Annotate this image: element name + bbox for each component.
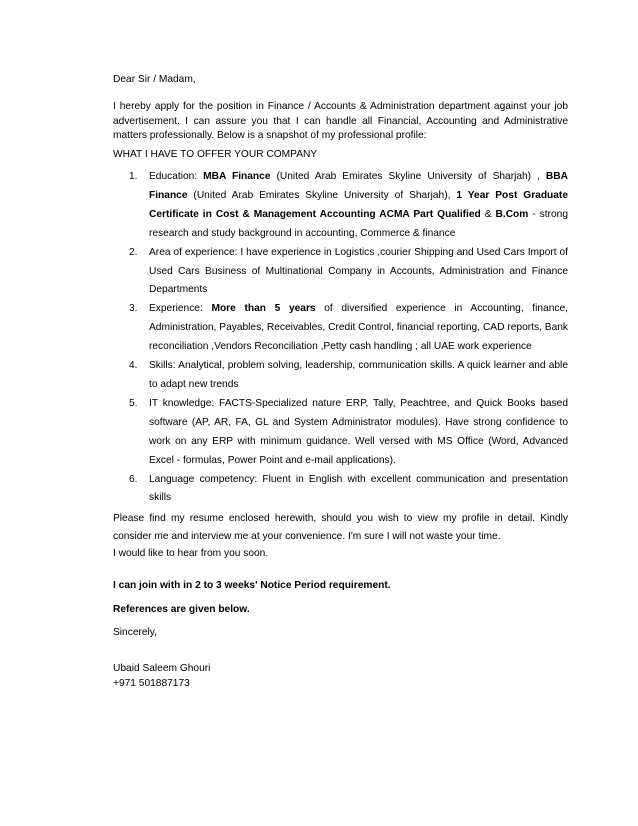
intro-paragraph: I hereby apply for the position in Finance / Accounts & Administration department against your job advertisement. I can assure you that I can handle all Financial, Accounting and Administrative matters professionally. Below is a snapshot of my professional profile: [113, 101, 568, 141]
list-number: 4. [129, 360, 138, 372]
list-number: 2. [129, 246, 138, 258]
item-text: Education: [149, 171, 204, 182]
item-text: & [480, 208, 496, 220]
references-note: References are given below. [113, 604, 250, 615]
list-number: 1. [129, 171, 138, 182]
item-bold: MBA Finance [203, 171, 271, 182]
join-note: I can join with in 2 to 3 weeks' Notice Period requirement. [113, 580, 391, 591]
item-bold: More than 5 years [211, 303, 316, 315]
list-item [113, 168, 568, 244]
list-number: 3. [129, 303, 138, 315]
hear-from-line: I would like to hear from you soon. [113, 548, 269, 559]
list-number: 5. [129, 397, 138, 409]
item-bold: 1 Year Post Graduate Certificate in Cost & Management Accounting ACMA Part Qualified [149, 189, 568, 220]
list-item [113, 244, 568, 301]
item-text: Area of experience: I have experience in Logistics ,courier Shipping and Used Cars Import of Used Cars Business of Multinational Company in Accounts, Administration and Finance Departments [149, 246, 568, 296]
signer-phone: +971 501887173 [113, 678, 190, 689]
list-item [113, 471, 568, 509]
list-item [113, 300, 568, 357]
signer-name: Ubaid Saleem Ghouri [113, 663, 211, 674]
item-text: Skills: Analytical, problem solving, leadership, communication skills. A quick learner and able to adapt new trends [149, 360, 568, 390]
item-text: Language competency: Fluent in English with excellent communication and presentation skills [149, 473, 568, 504]
item-text: (United Arab Emirates Skyline University of Sharjah), [187, 189, 457, 201]
list-number: 6. [129, 473, 138, 485]
item-text: of diversified experience in Accounting, finance, Administration, Payables, Receivables, Credit Control, financial reporting, CAD reports, Bank reconciliation ,Vendors Reconciliation ,Petty cash handling ; all UAE work experience [149, 303, 568, 353]
closing-paragraph: Please find my resume enclosed herewith, should you wish to view my profile in detail. Kindly consider me and interview me at your convenience. I'm sure I will not waste your time. [113, 513, 568, 542]
item-text: IT knowledge: FACTS-Specialized nature ERP, Tally, Peachtree, and Quick Books based software (AP, AR, FA, GL and System Administrator modules). Have strong confidence to work on any ERP with minimum guidance. Well versed with MS Office (Word, Advanced Excel - formulas, Power Point and e-mail applications). [149, 397, 568, 466]
item-bold: B.Com [495, 208, 529, 220]
list-item [113, 395, 568, 471]
item-text: (United Arab Emirates Skyline University of Sharjah) , [270, 171, 546, 182]
item-bold: BBA Finance [149, 171, 568, 201]
salutation: Dear Sir / Madam, [113, 74, 196, 85]
item-text: - strong research and study background in accounting, Commerce & finance [149, 208, 568, 239]
item-text: Experience: [149, 303, 212, 315]
offer-list [113, 168, 568, 508]
sign-off: Sincerely, [113, 627, 157, 638]
section-heading: WHAT I HAVE TO OFFER YOUR COMPANY [113, 149, 318, 160]
list-item [113, 357, 568, 395]
